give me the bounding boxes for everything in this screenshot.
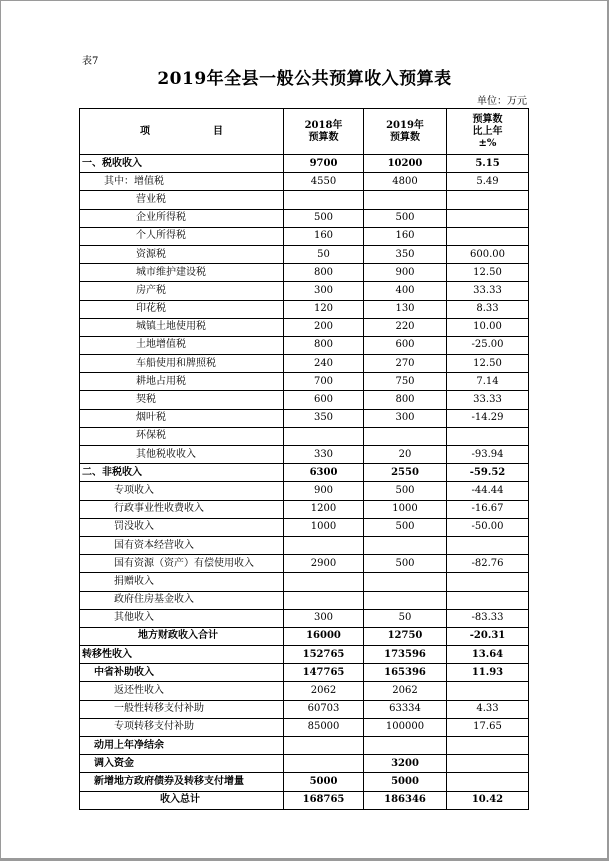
header-change <box>447 109 529 155</box>
row-value-2019: 220 <box>364 318 447 336</box>
row-value-2018: 700 <box>284 373 364 391</box>
row-value-2019: 500 <box>364 518 447 536</box>
table-row <box>80 627 529 645</box>
row-label: 其他收入 <box>80 609 284 627</box>
table-row <box>80 245 529 263</box>
row-change-percent: -16.67 <box>447 500 529 518</box>
row-label: 动用上年净结余 <box>80 737 284 755</box>
row-value-2018: 1200 <box>284 500 364 518</box>
table-row <box>80 573 529 591</box>
row-value-2019: 500 <box>364 482 447 500</box>
table-row <box>80 209 529 227</box>
row-value-2019 <box>364 573 447 591</box>
row-value-2018: 85000 <box>284 718 364 736</box>
row-label: 捐赠收入 <box>80 573 284 591</box>
row-value-2019: 130 <box>364 300 447 318</box>
row-change-percent: -59.52 <box>447 464 529 482</box>
row-label: 行政事业性收费收入 <box>80 500 284 518</box>
row-label: 一般性转移支付补助 <box>80 700 284 718</box>
row-value-2019: 4800 <box>364 173 447 191</box>
row-label: 耕地占用税 <box>80 373 284 391</box>
row-value-2018: 152765 <box>284 646 364 664</box>
row-value-2018: 800 <box>284 264 364 282</box>
header-item-right: 目 <box>212 125 223 137</box>
row-value-2018: 4550 <box>284 173 364 191</box>
row-value-2018: 800 <box>284 336 364 354</box>
row-change-percent: -25.00 <box>447 336 529 354</box>
row-change-percent: -82.76 <box>447 555 529 573</box>
row-value-2018: 16000 <box>284 627 364 645</box>
table-row <box>80 700 529 718</box>
header-item <box>80 109 284 155</box>
header-2019 <box>364 109 447 155</box>
table-row <box>80 609 529 627</box>
row-change-percent: 33.33 <box>447 282 529 300</box>
table-row <box>80 336 529 354</box>
table-row <box>80 737 529 755</box>
row-change-percent <box>447 773 529 791</box>
table-row <box>80 591 529 609</box>
table-row <box>80 518 529 536</box>
row-value-2019: 165396 <box>364 664 447 682</box>
header-2018-year: 2018年 <box>304 119 343 131</box>
row-value-2018: 350 <box>284 409 364 427</box>
table-row <box>80 536 529 554</box>
table-number: 表7 <box>82 56 99 67</box>
table-row <box>80 791 529 809</box>
row-label: 地方财政收入合计 <box>80 627 284 645</box>
row-change-percent <box>447 755 529 773</box>
row-label: 专项转移支付补助 <box>80 718 284 736</box>
row-value-2019: 100000 <box>364 718 447 736</box>
row-value-2019: 63334 <box>364 700 447 718</box>
row-label: 房产税 <box>80 282 284 300</box>
page-title: 2019年全县一般公共预算收入预算表 <box>157 69 452 89</box>
row-value-2019: 173596 <box>364 646 447 664</box>
row-label: 资源税 <box>80 245 284 263</box>
row-change-percent: 17.65 <box>447 718 529 736</box>
table-row <box>80 191 529 209</box>
row-value-2019: 12750 <box>364 627 447 645</box>
row-value-2019: 50 <box>364 609 447 627</box>
row-label: 城镇土地使用税 <box>80 318 284 336</box>
row-value-2019: 3200 <box>364 755 447 773</box>
table-row <box>80 464 529 482</box>
row-change-percent: 10.42 <box>447 791 529 809</box>
row-label: 环保税 <box>80 427 284 445</box>
header-2019-label: 预算数 <box>390 131 420 143</box>
row-value-2019: 500 <box>364 209 447 227</box>
row-change-percent <box>447 536 529 554</box>
header-change-line1: 预算数 <box>472 113 503 125</box>
row-change-percent <box>447 191 529 209</box>
row-value-2019: 10200 <box>364 155 447 173</box>
row-value-2019: 160 <box>364 227 447 245</box>
row-value-2019: 5000 <box>364 773 447 791</box>
page-border-top <box>0 0 609 1</box>
row-value-2018: 6300 <box>284 464 364 482</box>
row-label: 政府住房基金收入 <box>80 591 284 609</box>
row-value-2019: 350 <box>364 245 447 263</box>
row-change-percent: -83.33 <box>447 609 529 627</box>
row-change-percent <box>447 591 529 609</box>
table-row <box>80 427 529 445</box>
table-row <box>80 155 529 173</box>
table-row <box>80 482 529 500</box>
header-2018 <box>284 109 364 155</box>
table-row <box>80 646 529 664</box>
table-row <box>80 264 529 282</box>
table-row <box>80 755 529 773</box>
table-row <box>80 355 529 373</box>
table-row <box>80 391 529 409</box>
table-row <box>80 409 529 427</box>
row-value-2018: 600 <box>284 391 364 409</box>
table-row <box>80 173 529 191</box>
row-change-percent: 12.50 <box>447 355 529 373</box>
row-value-2018 <box>284 427 364 445</box>
row-label: 土地增值税 <box>80 336 284 354</box>
table-row <box>80 373 529 391</box>
table-row <box>80 682 529 700</box>
row-label: 契税 <box>80 391 284 409</box>
row-value-2019 <box>364 536 447 554</box>
row-value-2018: 168765 <box>284 791 364 809</box>
row-change-percent: -93.94 <box>447 446 529 464</box>
row-label: 营业税 <box>80 191 284 209</box>
row-label: 二、非税收入 <box>80 464 284 482</box>
row-value-2019: 2062 <box>364 682 447 700</box>
row-change-percent: 5.49 <box>447 173 529 191</box>
row-label: 专项收入 <box>80 482 284 500</box>
row-label: 其中：增值税 <box>80 173 284 191</box>
table-row <box>80 500 529 518</box>
row-change-percent: 7.14 <box>447 373 529 391</box>
row-value-2018: 147765 <box>284 664 364 682</box>
row-label: 国有资本经营收入 <box>80 536 284 554</box>
row-label: 转移性收入 <box>80 646 284 664</box>
row-value-2018 <box>284 536 364 554</box>
row-value-2018: 200 <box>284 318 364 336</box>
row-value-2019 <box>364 191 447 209</box>
row-change-percent: 11.93 <box>447 664 529 682</box>
row-change-percent <box>447 209 529 227</box>
row-value-2018: 50 <box>284 245 364 263</box>
header-2018-label: 预算数 <box>308 131 339 143</box>
row-label: 企业所得税 <box>80 209 284 227</box>
row-value-2018 <box>284 737 364 755</box>
header-item-left: 项 <box>140 125 151 137</box>
row-label: 返还性收入 <box>80 682 284 700</box>
row-change-percent: 600.00 <box>447 245 529 263</box>
row-value-2018: 240 <box>284 355 364 373</box>
row-value-2018 <box>284 573 364 591</box>
table-header-row <box>80 109 529 155</box>
row-change-percent <box>447 573 529 591</box>
row-change-percent <box>447 427 529 445</box>
row-change-percent: -50.00 <box>447 518 529 536</box>
row-value-2019: 750 <box>364 373 447 391</box>
row-change-percent: 8.33 <box>447 300 529 318</box>
header-change-line3: ±% <box>478 137 497 149</box>
row-change-percent <box>447 227 529 245</box>
row-value-2018: 5000 <box>284 773 364 791</box>
row-label: 调入资金 <box>80 755 284 773</box>
row-value-2019: 600 <box>364 336 447 354</box>
row-change-percent: -14.29 <box>447 409 529 427</box>
header-2019-year: 2019年 <box>386 119 424 131</box>
row-value-2019: 186346 <box>364 791 447 809</box>
table-row <box>80 555 529 573</box>
row-change-percent: 13.64 <box>447 646 529 664</box>
row-value-2019 <box>364 737 447 755</box>
row-change-percent <box>447 737 529 755</box>
row-label: 车船使用和牌照税 <box>80 355 284 373</box>
row-value-2019: 300 <box>364 409 447 427</box>
row-value-2018: 60703 <box>284 700 364 718</box>
row-value-2018: 120 <box>284 300 364 318</box>
table-row <box>80 318 529 336</box>
row-label: 新增地方政府债券及转移支付增量 <box>80 773 284 791</box>
row-value-2019: 270 <box>364 355 447 373</box>
row-value-2018: 160 <box>284 227 364 245</box>
row-change-percent: 4.33 <box>447 700 529 718</box>
row-value-2018: 2062 <box>284 682 364 700</box>
row-value-2019: 900 <box>364 264 447 282</box>
row-change-percent: 10.00 <box>447 318 529 336</box>
row-label: 国有资源（资产）有偿使用收入 <box>80 555 284 573</box>
row-value-2018: 500 <box>284 209 364 227</box>
row-change-percent: 5.15 <box>447 155 529 173</box>
row-change-percent <box>447 682 529 700</box>
row-value-2019: 20 <box>364 446 447 464</box>
row-label: 烟叶税 <box>80 409 284 427</box>
row-label: 其他税收收入 <box>80 446 284 464</box>
row-value-2018: 2900 <box>284 555 364 573</box>
table-row <box>80 446 529 464</box>
row-value-2019: 1000 <box>364 500 447 518</box>
table-row <box>80 773 529 791</box>
row-value-2018: 300 <box>284 282 364 300</box>
row-value-2019 <box>364 591 447 609</box>
row-value-2018 <box>284 591 364 609</box>
row-value-2019: 2550 <box>364 464 447 482</box>
row-value-2019: 400 <box>364 282 447 300</box>
table-row <box>80 664 529 682</box>
table-row <box>80 282 529 300</box>
row-value-2018: 9700 <box>284 155 364 173</box>
row-value-2018 <box>284 755 364 773</box>
row-value-2018: 900 <box>284 482 364 500</box>
row-value-2019: 500 <box>364 555 447 573</box>
row-value-2018 <box>284 191 364 209</box>
header-change-line2: 比上年 <box>472 125 503 137</box>
table-row <box>80 300 529 318</box>
row-change-percent: -44.44 <box>447 482 529 500</box>
row-change-percent: 33.33 <box>447 391 529 409</box>
row-label: 个人所得税 <box>80 227 284 245</box>
unit-label: 单位：万元 <box>477 96 527 107</box>
row-change-percent: -20.31 <box>447 627 529 645</box>
table-row <box>80 227 529 245</box>
row-label: 城市维护建设税 <box>80 264 284 282</box>
row-value-2018: 1000 <box>284 518 364 536</box>
row-value-2019 <box>364 427 447 445</box>
row-label: 收入总计 <box>80 791 284 809</box>
row-label: 中省补助收入 <box>80 664 284 682</box>
table-row <box>80 718 529 736</box>
page-border-left <box>0 0 1 861</box>
row-value-2018: 330 <box>284 446 364 464</box>
budget-table <box>79 108 529 810</box>
row-label: 罚没收入 <box>80 518 284 536</box>
row-value-2019: 800 <box>364 391 447 409</box>
row-label: 一、税收收入 <box>80 155 284 173</box>
row-value-2018: 300 <box>284 609 364 627</box>
row-change-percent: 12.50 <box>447 264 529 282</box>
row-label: 印花税 <box>80 300 284 318</box>
